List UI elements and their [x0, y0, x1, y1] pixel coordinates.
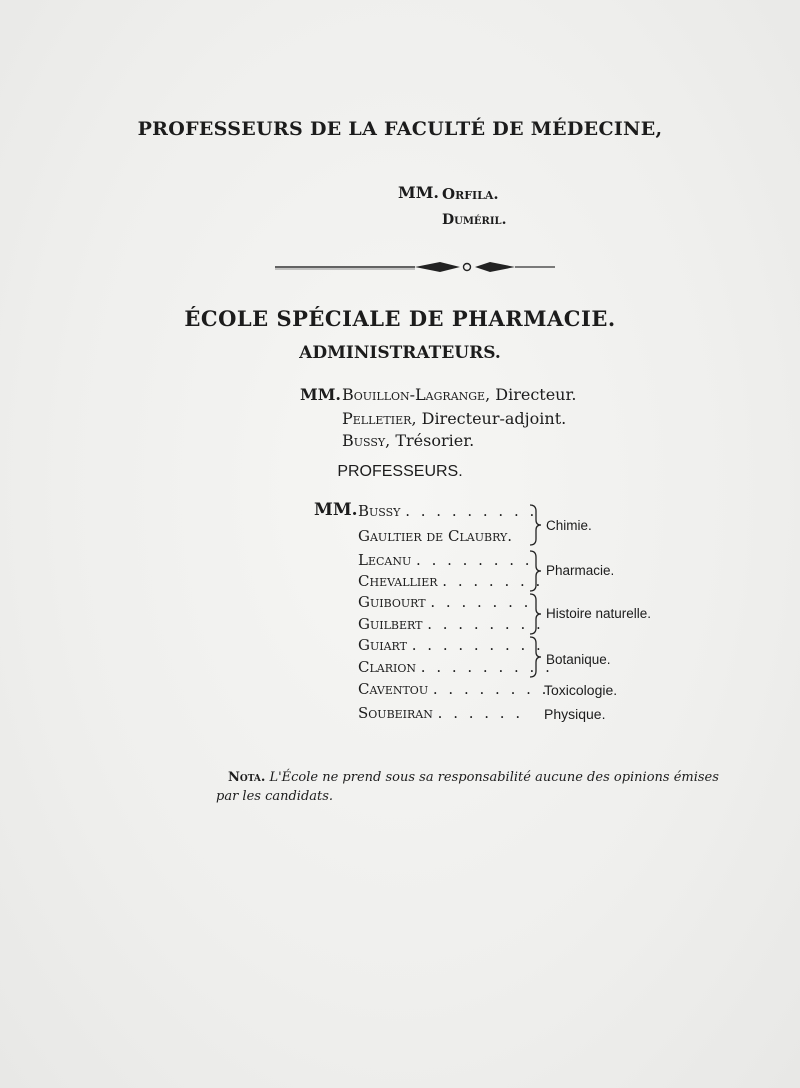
professor-name: Guilbert — [358, 615, 423, 633]
administrator-row — [342, 431, 474, 450]
administrator-name: Bouillon-Lagrange — [342, 385, 486, 404]
leader-dots: . . . . . . — [437, 704, 524, 722]
professor-name: Gaultier de Claubry. — [358, 527, 513, 545]
administrators-heading: ADMINISTRATEURS. — [299, 343, 501, 363]
professor-name: Chevallier — [358, 572, 438, 590]
administrator-role: , Directeur-adjoint. — [411, 409, 567, 428]
professors-honorific: MM. — [314, 500, 358, 520]
subject-label: Chimie. — [546, 518, 592, 533]
leader-dots: . . . . . . . . — [416, 551, 533, 569]
professor-name: Caventou — [358, 680, 429, 698]
leader-dots: . . . . . . . — [430, 593, 532, 611]
professor-row — [358, 551, 533, 569]
faculty-title: PROFESSEURS DE LA FACULTÉ DE MÉDECINE, — [137, 118, 663, 140]
professor-name: Clarion — [358, 658, 416, 676]
nota-note — [216, 768, 736, 806]
faculty-honorific: MM. — [398, 183, 439, 202]
professors-heading: PROFESSEURS. — [337, 463, 463, 480]
administrator-name: Pelletier — [342, 409, 412, 428]
professor-name: Bussy — [358, 502, 401, 520]
professor-row — [358, 704, 530, 722]
ornament-diamond-right — [475, 262, 515, 272]
professor-name: Lecanu — [358, 551, 412, 569]
professor-row — [358, 658, 553, 676]
subject-label: Histoire naturelle. — [546, 606, 652, 621]
professor-row — [358, 680, 550, 698]
brace — [528, 636, 542, 678]
leader-dots: . . . . . . . . — [432, 680, 550, 698]
administrator-name: Bussy — [342, 431, 386, 450]
ornament-divider — [275, 258, 555, 276]
administrators-honorific: MM. — [300, 385, 341, 404]
brace — [528, 550, 542, 592]
leader-dots: . . . . . . . . . — [411, 636, 544, 654]
administrator-role: , Directeur. — [485, 385, 577, 404]
school-title: ÉCOLE SPÉCIALE DE PHARMACIE. — [184, 306, 616, 331]
nota-text: L'École ne prend sous sa responsabilité aucune des opinions émises par les candidats. — [216, 770, 719, 804]
administrator-role: , Trésorier. — [385, 431, 475, 450]
professor-row — [358, 636, 544, 654]
professor-row — [358, 572, 544, 590]
leader-dots: . . . . . . . — [442, 572, 544, 590]
leader-dots: . . . . . . . . . — [405, 502, 538, 520]
nota-lead: Nota. — [228, 770, 266, 785]
faculty-member-1: Orfila. — [442, 185, 499, 203]
ornament-diamond-left — [415, 262, 460, 272]
professor-name: Guibourt — [358, 593, 426, 611]
subject-label: Physique. — [544, 706, 606, 722]
administrator-row — [342, 385, 576, 404]
professor-row — [358, 502, 538, 520]
administrator-row — [342, 409, 566, 428]
subject-label: Botanique. — [546, 652, 611, 667]
faculty-member-2: Duméril. — [442, 212, 507, 228]
professor-row — [358, 527, 530, 545]
subject-label: Toxicologie. — [544, 682, 618, 698]
professor-name: Soubeiran — [358, 704, 433, 722]
leader-dots: . . . . . . . . . — [420, 658, 553, 676]
leader-dots: . . . . . . . . — [427, 615, 544, 633]
brace — [528, 593, 542, 635]
professor-name: Guiart — [358, 636, 407, 654]
ornament-ring — [464, 264, 471, 271]
brace — [528, 504, 542, 546]
professor-row — [358, 593, 530, 611]
professor-row — [358, 615, 544, 633]
subject-label: Pharmacie. — [546, 563, 615, 578]
